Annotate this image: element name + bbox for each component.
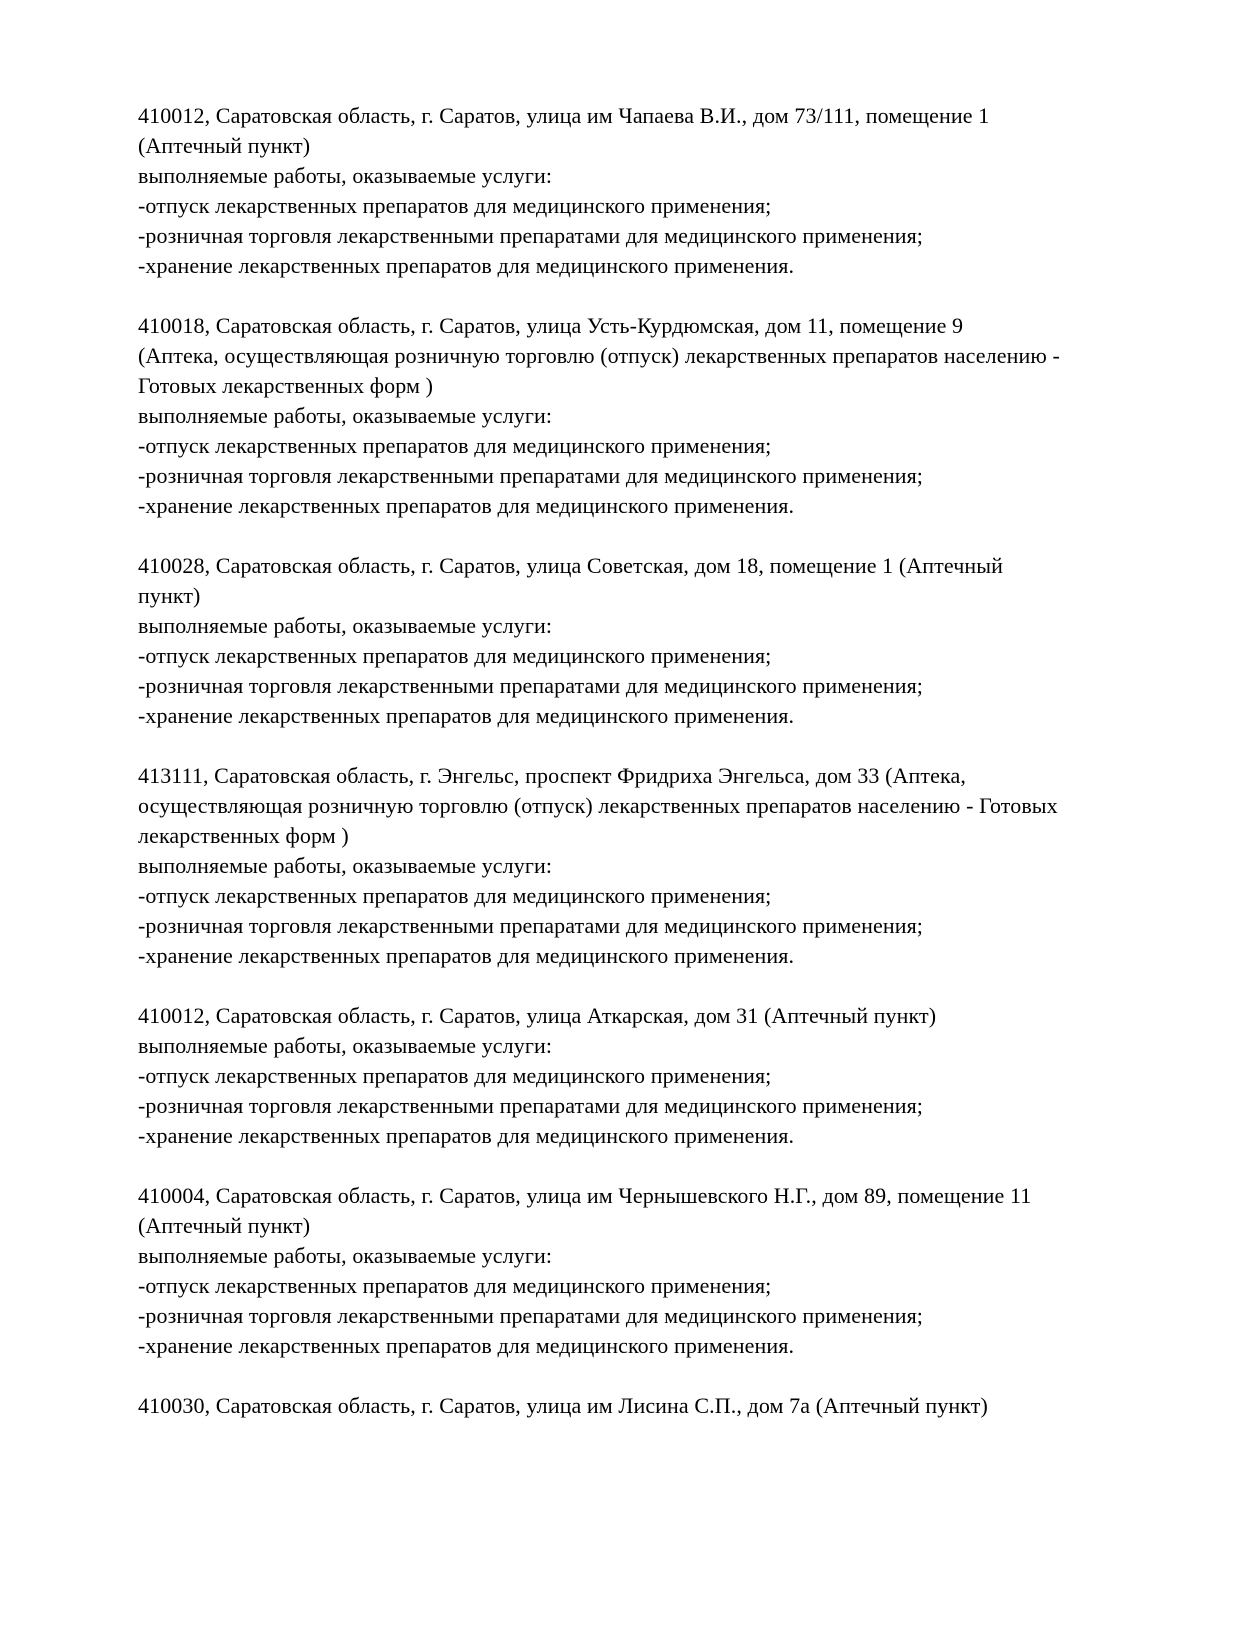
facility-type-line: Готовых лекарственных форм )	[138, 373, 434, 398]
facility-type-line: (Аптечный пункт)	[138, 1213, 311, 1238]
service-item-line: -отпуск лекарственных препаратов для медицинского применения;	[138, 1273, 772, 1298]
services-heading-line: выполняемые работы, оказываемые услуги:	[138, 613, 553, 638]
service-item-line: -хранение лекарственных препаратов для медицинского применения.	[138, 1123, 795, 1148]
document-text-content	[138, 101, 1128, 1421]
service-item-line: -хранение лекарственных препаратов для медицинского применения.	[138, 703, 795, 728]
service-item-line: -розничная торговля лекарственными препаратами для медицинского применения;	[138, 673, 924, 698]
facility-type-line: (Аптека, осуществляющая розничную торговлю (отпуск) лекарственных препаратов населению -	[138, 343, 1060, 368]
pharmacy-entry	[138, 551, 1128, 731]
address-line: 410028, Саратовская область, г. Саратов, улица Советская, дом 18, помещение 1 (Аптечный	[138, 553, 1003, 578]
service-item-line: -хранение лекарственных препаратов для медицинского применения.	[138, 943, 795, 968]
facility-type-line: пункт)	[138, 583, 201, 608]
address-line: 410004, Саратовская область, г. Саратов, улица им Чернышевского Н.Г., дом 89, помещение 11	[138, 1183, 1032, 1208]
service-item-line: -хранение лекарственных препаратов для медицинского применения.	[138, 253, 795, 278]
service-item-line: -отпуск лекарственных препаратов для медицинского применения;	[138, 883, 772, 908]
services-heading-line: выполняемые работы, оказываемые услуги:	[138, 1243, 553, 1268]
pharmacy-entry	[138, 101, 1128, 281]
pharmacy-entry	[138, 1391, 1128, 1421]
address-line: 410018, Саратовская область, г. Саратов, улица Усть-Курдюмская, дом 11, помещение 9	[138, 313, 964, 338]
address-line: 410030, Саратовская область, г. Саратов, улица им Лисина С.П., дом 7а (Аптечный пункт)	[138, 1393, 988, 1418]
service-item-line: -отпуск лекарственных препаратов для медицинского применения;	[138, 1063, 772, 1088]
service-item-line: -отпуск лекарственных препаратов для медицинского применения;	[138, 193, 772, 218]
pharmacy-entry	[138, 311, 1128, 521]
service-item-line: -розничная торговля лекарственными препаратами для медицинского применения;	[138, 1303, 924, 1328]
service-item-line: -хранение лекарственных препаратов для медицинского применения.	[138, 1333, 795, 1358]
pharmacy-entry	[138, 761, 1128, 971]
pharmacy-entry	[138, 1181, 1128, 1361]
pharmacy-entry	[138, 1001, 1128, 1151]
facility-type-line: (Аптечный пункт)	[138, 133, 311, 158]
address-line: 410012, Саратовская область, г. Саратов, улица им Чапаева В.И., дом 73/111, помещение 1	[138, 103, 990, 128]
service-item-line: -розничная торговля лекарственными препаратами для медицинского применения;	[138, 913, 924, 938]
services-heading-line: выполняемые работы, оказываемые услуги:	[138, 163, 553, 188]
services-heading-line: выполняемые работы, оказываемые услуги:	[138, 1033, 553, 1058]
facility-type-line: осуществляющая розничную торговлю (отпуск) лекарственных препаратов населению - Готовых	[138, 793, 1058, 818]
service-item-line: -розничная торговля лекарственными препаратами для медицинского применения;	[138, 463, 924, 488]
service-item-line: -розничная торговля лекарственными препаратами для медицинского применения;	[138, 1093, 924, 1118]
services-heading-line: выполняемые работы, оказываемые услуги:	[138, 403, 553, 428]
services-heading-line: выполняемые работы, оказываемые услуги:	[138, 853, 553, 878]
service-item-line: -отпуск лекарственных препаратов для медицинского применения;	[138, 433, 772, 458]
service-item-line: -хранение лекарственных препаратов для медицинского применения.	[138, 493, 795, 518]
address-line: 410012, Саратовская область, г. Саратов, улица Аткарская, дом 31 (Аптечный пункт)	[138, 1003, 937, 1028]
service-item-line: -розничная торговля лекарственными препаратами для медицинского применения;	[138, 223, 924, 248]
address-line: 413111, Саратовская область, г. Энгельс, проспект Фридриха Энгельса, дом 33 (Аптека,	[138, 763, 966, 788]
facility-type-line: лекарственных форм )	[138, 823, 349, 848]
service-item-line: -отпуск лекарственных препаратов для медицинского применения;	[138, 643, 772, 668]
